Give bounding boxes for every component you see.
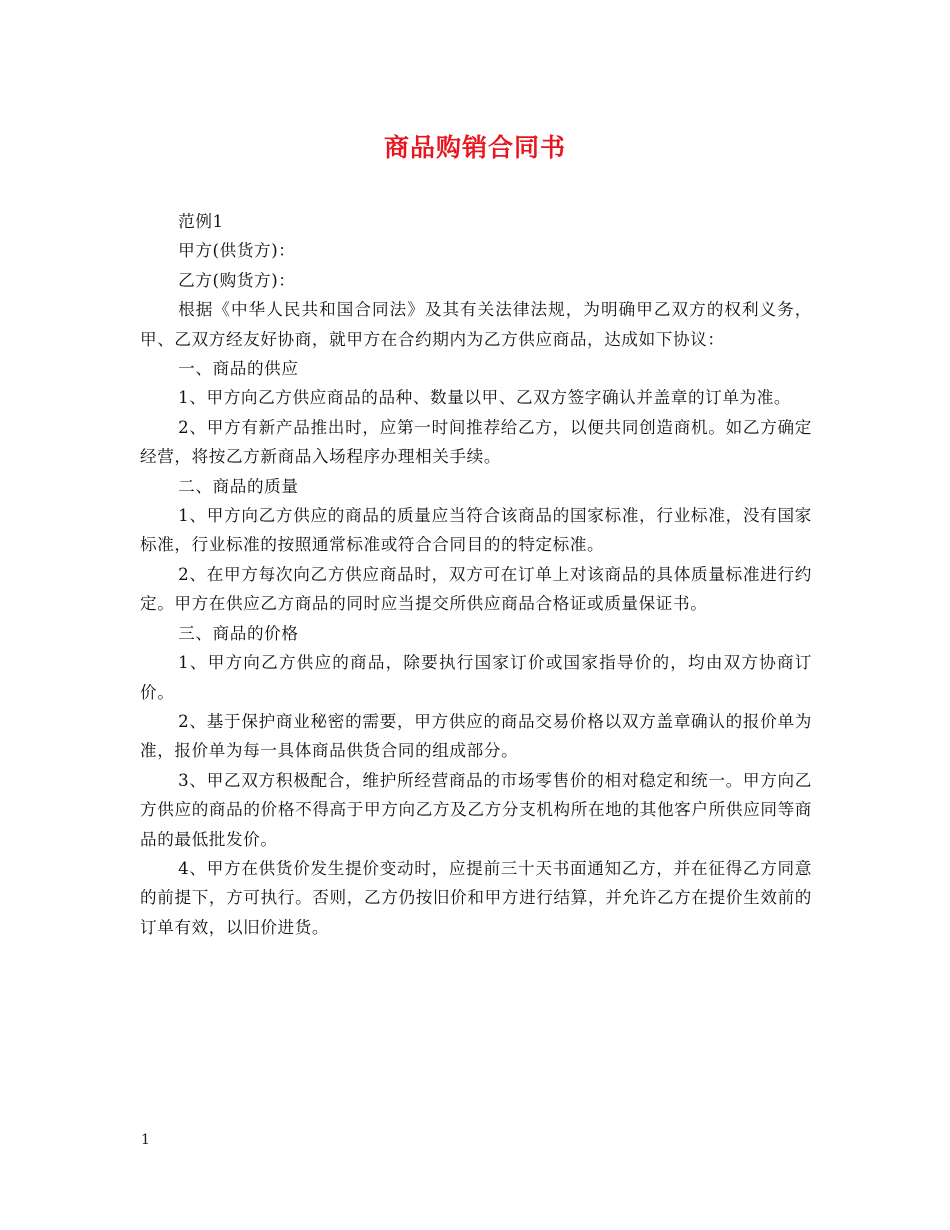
paragraph-party-b: 乙方(购货方)：: [178, 270, 296, 290]
paragraph-price-2: 2、基于保护商业秘密的需要，甲方供应的商品交易价格以双方盖章确认的报价单为准，报价单为每一具体商品供货合同的组成部分。: [140, 711, 812, 761]
paragraph-price-4: 4、甲方在供货价发生提价变动时，应提前三十天书面通知乙方，并在征得乙方同意的前提下，方可执行。否则，乙方仍按旧价和甲方进行结算，并允许乙方在提价生效前的订单有效，以旧价进货。: [140, 858, 812, 937]
paragraph-preamble: 根据《中华人民共和国合同法》及其有关法律法规，为明确甲乙双方的权利义务，甲、乙双方经友好协商，就甲方在合约期内为乙方供应商品，达成如下协议：: [140, 300, 812, 349]
page-number: 1: [141, 1132, 150, 1148]
section-heading-supply: 一、商品的供应: [178, 359, 299, 379]
section-heading-price: 三、商品的价格: [178, 623, 299, 643]
paragraph-party-a: 甲方(供货方)：: [178, 241, 296, 261]
paragraph-quality-1: 1、甲方向乙方供应的商品的质量应当符合该商品的国家标准，行业标准，没有国家标准，行业标准的按照通常标准或符合合同目的的特定标准。: [140, 506, 812, 555]
section-heading-quality: 二、商品的质量: [178, 476, 299, 496]
paragraph-supply-2: 2、甲方有新产品推出时，应第一时间推荐给乙方，以便共同创造商机。如乙方确定经营，将按乙方新商品入场程序办理相关手续。: [140, 417, 812, 467]
paragraph-example-label: 范例1: [178, 212, 224, 231]
paragraph-price-1: 1、甲方向乙方供应的商品，除要执行国家订价或国家指导价的，均由双方协商订价。: [140, 653, 812, 702]
paragraph-quality-2: 2、在甲方每次向乙方供应商品时，双方可在订单上对该商品的具体质量标准进行约定。甲方在供应乙方商品的同时应当提交所供应商品合格证或质量保证书。: [140, 564, 812, 614]
paragraph-supply-1: 1、甲方向乙方供应商品的品种、数量以甲、乙双方签字确认并盖章的订单为准。: [178, 388, 792, 408]
paragraph-price-3: 3、甲乙双方积极配合，维护所经营商品的市场零售价的相对稳定和统一。甲方向乙方供应的商品的价格不得高于甲方向乙方及乙方分支机构所在地的其他客户所供应同等商品的最低批发价。: [140, 770, 812, 849]
document-title: 商品购销合同书: [383, 133, 566, 162]
document-body: [140, 207, 812, 942]
